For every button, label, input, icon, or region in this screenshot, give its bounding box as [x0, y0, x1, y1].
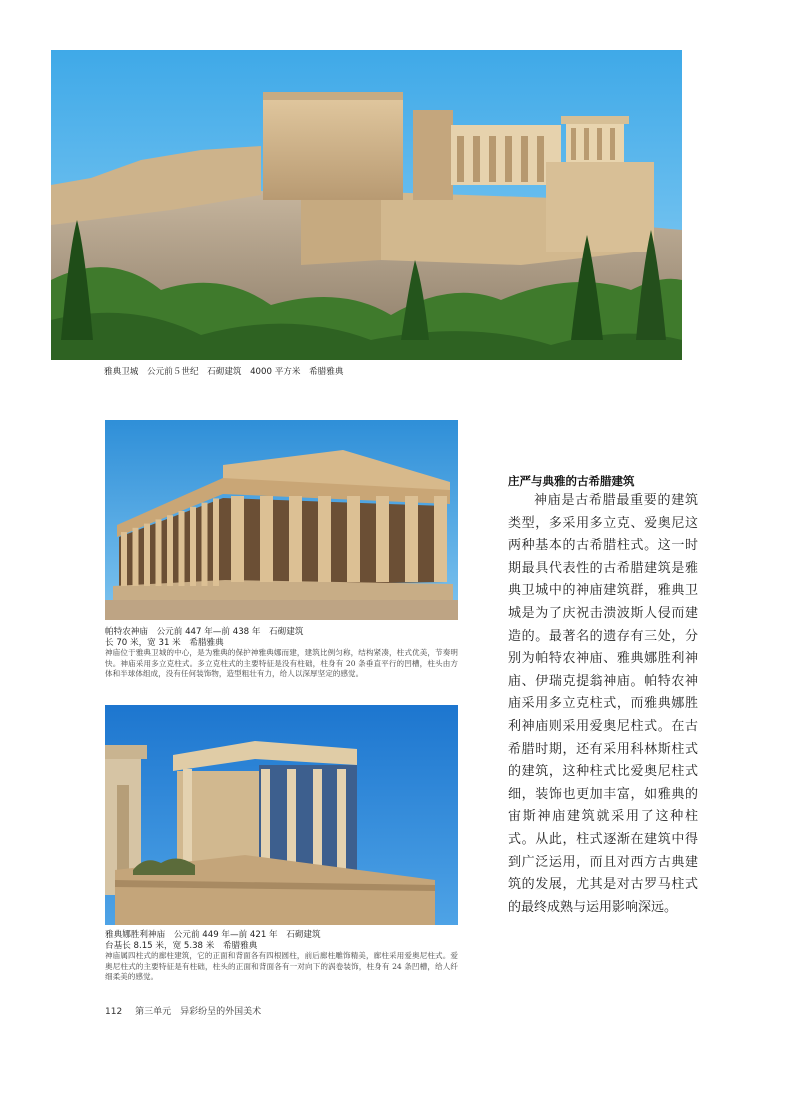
parthenon-caption-line2: 长 70 米，宽 31 米 希腊雅典	[105, 638, 224, 648]
acropolis-photo	[51, 50, 682, 360]
article-body: 神庙是古希腊最重要的建筑类型，多采用多立克、爱奥尼这两种基本的古希腊柱式。这一时期最具代表性的古希腊建筑是雅典卫城中的神庙建筑群，雅典卫城是为了庆祝击溃波斯人侵而建造的。最著名的遗存有三处，分别为帕特农神庙、雅典娜胜利神庙、伊瑞克提翁神庙。帕特农神庙采用多立克柱式，而雅典娜胜利神庙则采用爱奥尼柱式。在古希腊时期，还有采用科林斯柱式的建筑，这种柱式比爱奥尼柱式细，装饰也更加丰富，如雅典的宙斯神庙建筑就采用了这种柱式。从此，柱式逐渐在建筑中得到广泛运用，而且对西方古典建筑的发展，尤其是对古罗马柱式的最终成熟与运用影响深远。	[508, 493, 698, 915]
athena-nike-caption-line2: 台基长 8.15 米，宽 5.38 米 希腊雅典	[105, 941, 258, 951]
chapter-title: 第三单元 异彩纷呈的外国美术	[135, 1007, 262, 1017]
athena-nike-description: 神庙属四柱式的廊柱建筑，它的正面和背面各有四根圆柱，前后廊柱雕饰精美，廊柱采用爱奥尼柱式。爱奥尼柱式的主要特征是有柱础，柱头的正面和背面各有一对向下的涡卷装饰，柱身有 24 条凹槽，给人纤细柔美的感觉。	[105, 951, 458, 981]
parthenon-photo	[105, 420, 458, 620]
acropolis-caption: 雅典卫城 公元前５世纪 石砌建筑 4000 平方米 希腊雅典	[104, 367, 344, 377]
athena-nike-photo	[105, 705, 458, 925]
article-heading: 庄严与典雅的古希腊建筑	[508, 474, 635, 488]
athena-nike-caption-line1: 雅典娜胜利神庙 公元前 449 年—前 421 年 石砌建筑	[105, 930, 321, 940]
parthenon-caption-line1: 帕特农神庙 公元前 447 年—前 438 年 石砌建筑	[105, 627, 304, 637]
parthenon-description: 神庙位于雅典卫城的中心，是为雅典的保护神雅典娜而建，建筑比例匀称，结构紧凑，柱式优美，节奏明快。神庙采用多立克柱式。多立克柱式的主要特征是没有柱础，柱身有 20 条垂直平行的凹槽，柱头由方体和半球体组成，没有任何装饰物，造型粗壮有力，给人以深厚坚定的感觉。	[105, 648, 458, 678]
page-number: 112	[105, 1007, 123, 1017]
page-footer	[105, 1004, 261, 1017]
